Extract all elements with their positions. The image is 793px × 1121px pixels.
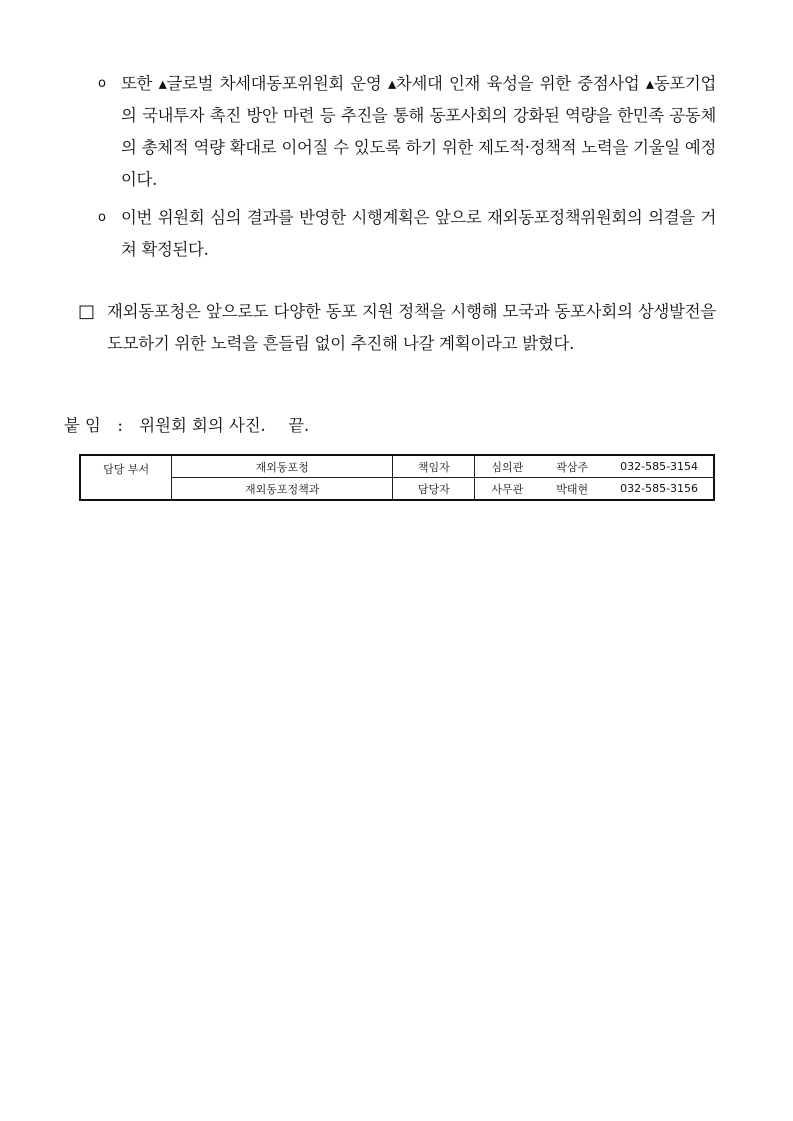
title-cell: 심의관 — [475, 455, 539, 478]
attachment-label: 붙 임 — [64, 416, 101, 435]
dept-label: 담당 부서 — [80, 455, 172, 500]
sub-bullet-2 — [98, 202, 716, 266]
name-cell: 박태현 — [539, 478, 605, 501]
bullet-marker: o — [98, 210, 106, 225]
bullet-marker: o — [98, 76, 106, 91]
attachment-line — [64, 410, 309, 442]
org-cell: 재외동포청 — [172, 455, 393, 478]
table-row — [80, 455, 714, 478]
main-bullet — [78, 296, 716, 360]
phone-cell: 032-585-3156 — [605, 478, 714, 501]
org-cell: 재외동포정책과 — [172, 478, 393, 501]
phone-cell: 032-585-3154 — [605, 455, 714, 478]
main-bullet-text: 재외동포청은 앞으로도 다양한 동포 지원 정책을 시행해 모국과 동포사회의 상생발전을 도모하기 위한 노력을 흔들림 없이 추진해 나갈 계획이라고 밝혔다. — [107, 302, 716, 353]
table-row — [80, 478, 714, 501]
checkbox-square-icon: □ — [78, 301, 95, 322]
sub-bullet-text: 또한 ▴글로벌 차세대동포위원회 운영 ▴차세대 인재 육성을 위한 중점사업 ▴동포기업의 국내투자 촉진 방안 마련 등 추진을 통해 동포사회의 강화된 역량을 한민족 공동체의 총체적 역량 확대로 이어질 수 있도록 하기 위한 제도적·정책적 노력을 기울일 예정이다. — [121, 74, 716, 189]
attachment-text: 위원회 회의 사진. — [139, 416, 266, 435]
attachment-separator: : — [117, 416, 123, 435]
title-cell: 사무관 — [475, 478, 539, 501]
name-cell: 곽삼주 — [539, 455, 605, 478]
role-cell: 책임자 — [393, 455, 475, 478]
sub-bullet-1 — [98, 68, 716, 196]
contact-table — [79, 454, 715, 501]
role-cell: 담당자 — [393, 478, 475, 501]
sub-bullet-text: 이번 위원회 심의 결과를 반영한 시행계획은 앞으로 재외동포정책위원회의 의결을 거쳐 확정된다. — [121, 208, 716, 259]
attachment-end: 끝. — [288, 416, 310, 435]
